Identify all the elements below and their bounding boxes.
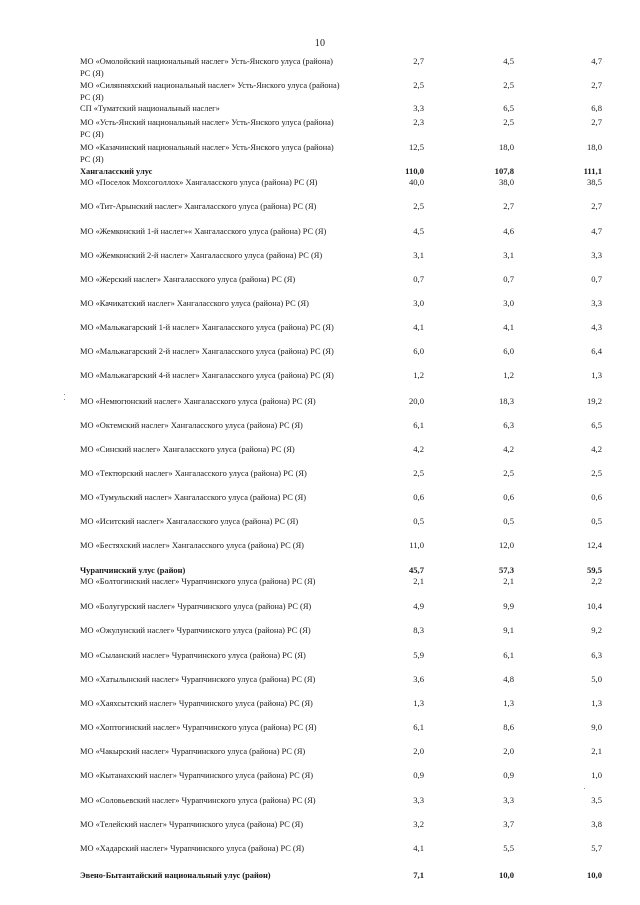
row-name: МО «Хоптогинский наслег» Чурапчинского улуса (района) РС (Я) — [80, 723, 317, 732]
table-row — [0, 674, 640, 698]
row-value-v3: 6,4 — [591, 346, 602, 356]
table-row — [0, 516, 640, 540]
row-name: МО «Тумульский наслег» Хангаласского улуса (района) РС (Я) — [80, 493, 307, 502]
row-value-v1: 4,1 — [413, 843, 424, 853]
scan-speck — [64, 394, 65, 395]
row-name: МО «Жемконский 1-й наслег»« Хангаласского улуса (района) РС (Я) — [80, 227, 327, 236]
row-value-v1: 4,1 — [413, 322, 424, 332]
row-value-v2: 3,7 — [503, 819, 514, 829]
row-name: МО «Казачинский национальный наслег» Усть-Янского улуса (района) РС (Я) — [80, 143, 334, 164]
row-value-v1: 2,0 — [413, 746, 424, 756]
row-value-v3: 0,5 — [591, 516, 602, 526]
row-name: МО «Синский наслег» Хангаласского улуса (района) РС (Я) — [80, 445, 295, 454]
table-row — [0, 625, 640, 649]
table-row — [0, 722, 640, 746]
table-row — [0, 298, 640, 322]
row-value-v3: 9,0 — [591, 722, 602, 732]
row-value-v3: 19,2 — [586, 396, 602, 406]
row-value-v2: 8,6 — [503, 722, 514, 732]
row-value-v1: 110,0 — [405, 166, 424, 176]
row-value-v1: 5,9 — [413, 650, 424, 660]
row-value-v2: 0,5 — [503, 516, 514, 526]
row-name: МО «Силянняхский национальный наслег» Усть-Янского улуса (района) РС (Я) — [80, 81, 340, 102]
row-value-v2: 10,0 — [498, 870, 514, 880]
row-value-v2: 6,5 — [503, 103, 514, 113]
row-value-v1: 4,2 — [413, 444, 424, 454]
table-row — [0, 576, 640, 600]
table-row — [0, 396, 640, 420]
row-value-v3: 2,7 — [591, 80, 602, 90]
table-row — [0, 444, 640, 468]
row-value-v2: 12,0 — [498, 540, 514, 550]
row-value-v1: 2,5 — [413, 201, 424, 211]
row-value-v2: 4,5 — [503, 56, 514, 66]
row-value-v1: 1,2 — [413, 370, 424, 380]
row-value-v2: 107,8 — [494, 166, 514, 176]
table-row — [0, 698, 640, 722]
row-value-v2: 4,6 — [503, 226, 514, 236]
row-value-v2: 1,3 — [503, 698, 514, 708]
table-row — [0, 177, 640, 201]
table-row — [0, 601, 640, 625]
row-name: МО «Болугурский наслег» Чурапчинского улуса (района) РС (Я) — [80, 602, 312, 611]
row-value-v2: 3,1 — [503, 250, 514, 260]
table-row — [0, 795, 640, 819]
row-value-v1: 7,1 — [413, 870, 424, 880]
row-name: МО «Чакырский наслег» Чурапчинского улуса (района) РС (Я) — [80, 747, 306, 756]
row-name: Эвено-Бытантайский национальный улус (район) — [80, 871, 271, 880]
table-row — [0, 80, 640, 104]
row-name: МО «Мальжагарский 4-й наслег» Хангаласского улуса (района) РС (Я) — [80, 371, 334, 380]
row-value-v1: 2,3 — [413, 117, 424, 127]
row-value-v2: 2,5 — [503, 468, 514, 478]
row-name: МО «Октемский наслег» Хангаласского улуса (района) РС (Я) — [80, 421, 303, 430]
row-value-v3: 18,0 — [586, 142, 602, 152]
table-row — [0, 226, 640, 250]
row-value-v1: 4,9 — [413, 601, 424, 611]
table-row — [0, 370, 640, 394]
row-value-v3: 10,4 — [586, 601, 602, 611]
table-row — [0, 322, 640, 346]
row-value-v2: 6,0 — [503, 346, 514, 356]
table-row — [0, 819, 640, 843]
row-value-v2: 2,1 — [503, 576, 514, 586]
row-value-v3: 5,7 — [591, 843, 602, 853]
row-name: МО «Телейский наслег» Чурапчинского улуса (района) РС (Я) — [80, 820, 304, 829]
table-row — [0, 201, 640, 225]
table-row — [0, 650, 640, 674]
table-row — [0, 56, 640, 80]
scan-speck — [64, 399, 65, 400]
row-name: МО «Болтогинский наслег» Чурапчинского улуса (района) РС (Я) — [80, 577, 316, 586]
row-value-v1: 11,0 — [409, 540, 424, 550]
row-value-v1: 12,5 — [408, 142, 424, 152]
row-value-v3: 38,5 — [586, 177, 602, 187]
row-value-v2: 2,0 — [503, 746, 514, 756]
table-row — [0, 468, 640, 492]
row-value-v3: 3,3 — [591, 250, 602, 260]
row-value-v1: 2,7 — [413, 56, 424, 66]
row-value-v1: 20,0 — [408, 396, 424, 406]
table-row — [0, 843, 640, 867]
row-value-v3: 9,2 — [591, 625, 602, 635]
row-value-v3: 4,7 — [591, 56, 602, 66]
row-value-v3: 6,5 — [591, 420, 602, 430]
page-number: 10 — [314, 38, 326, 49]
row-value-v2: 18,3 — [498, 396, 514, 406]
row-value-v2: 6,1 — [503, 650, 514, 660]
row-value-v1: 0,5 — [413, 516, 424, 526]
table-section-row — [0, 870, 640, 894]
row-value-v1: 1,3 — [413, 698, 424, 708]
row-name: СП «Туматский национальный наслег» — [80, 104, 220, 113]
row-value-v3: 0,7 — [591, 274, 602, 284]
row-value-v2: 9,1 — [503, 625, 514, 635]
row-value-v2: 2,7 — [503, 201, 514, 211]
table-row — [0, 770, 640, 794]
row-value-v2: 4,8 — [503, 674, 514, 684]
row-value-v3: 59,5 — [586, 565, 602, 575]
row-name: МО «Соловьевский наслег» Чурапчинского улуса (района) РС (Я) — [80, 796, 316, 805]
row-value-v2: 5,5 — [503, 843, 514, 853]
row-value-v2: 2,5 — [503, 80, 514, 90]
row-name: МО «Иситский наслег» Хангаласского улуса (района) РС (Я) — [80, 517, 299, 526]
row-value-v1: 0,9 — [413, 770, 424, 780]
row-name: Хангаласский улус — [80, 167, 153, 176]
row-value-v3: 4,3 — [591, 322, 602, 332]
row-value-v3: 1,3 — [591, 370, 602, 380]
row-name: МО «Хаяхсытский наслег» Чурапчинского улуса (района) РС (Я) — [80, 699, 313, 708]
row-value-v3: 5,0 — [591, 674, 602, 684]
row-value-v1: 6,1 — [413, 722, 424, 732]
row-value-v3: 6,8 — [591, 103, 602, 113]
row-value-v2: 18,0 — [498, 142, 514, 152]
row-value-v2: 3,0 — [503, 298, 514, 308]
row-value-v1: 3,6 — [413, 674, 424, 684]
row-name: МО «Жемконский 2-й наслег» Хангаласского улуса (района) РС (Я) — [80, 251, 323, 260]
table-row — [0, 274, 640, 298]
row-value-v3: 111,1 — [583, 166, 602, 176]
row-value-v2: 0,7 — [503, 274, 514, 284]
row-value-v3: 6,3 — [591, 650, 602, 660]
row-name: МО «Немюгюнский наслег» Хангаласского улуса (района) РС (Я) — [80, 397, 316, 406]
row-name: МО «Тит-Арынский наслег» Хангаласского улуса (района) РС (Я) — [80, 202, 317, 211]
row-value-v3: 2,1 — [591, 746, 602, 756]
row-value-v3: 12,4 — [586, 540, 602, 550]
row-value-v2: 4,1 — [503, 322, 514, 332]
row-name: МО «Качикатский наслег» Хангаласского улуса (района) РС (Я) — [80, 299, 309, 308]
row-value-v2: 9,9 — [503, 601, 514, 611]
table-row — [0, 346, 640, 370]
row-value-v1: 2,5 — [413, 80, 424, 90]
row-name: МО «Тектюрский наслег» Хангаласского улуса (района) РС (Я) — [80, 469, 307, 478]
row-value-v3: 10,0 — [586, 870, 602, 880]
row-value-v2: 38,0 — [498, 177, 514, 187]
row-value-v2: 6,3 — [503, 420, 514, 430]
row-name: МО «Кытанахский наслег» Чурапчинского улуса (района) РС (Я) — [80, 771, 313, 780]
row-value-v3: 2,2 — [591, 576, 602, 586]
row-value-v1: 0,6 — [413, 492, 424, 502]
table-row — [0, 250, 640, 274]
row-value-v1: 2,5 — [413, 468, 424, 478]
row-name: МО «Усть-Янский национальный наслег» Усть-Янского улуса (района) РС (Я) — [80, 118, 334, 139]
row-name: МО «Ожулунский наслег» Чурапчинского улуса (района) РС (Я) — [80, 626, 311, 635]
row-name: МО «Мальжагарский 2-й наслег» Хангаласского улуса (района) РС (Я) — [80, 347, 334, 356]
row-value-v2: 2,5 — [503, 117, 514, 127]
row-value-v3: 3,5 — [591, 795, 602, 805]
row-value-v1: 0,7 — [413, 274, 424, 284]
row-value-v3: 2,5 — [591, 468, 602, 478]
row-value-v3: 4,2 — [591, 444, 602, 454]
row-value-v3: 2,7 — [591, 201, 602, 211]
row-value-v3: 3,8 — [591, 819, 602, 829]
row-value-v3: 1,3 — [591, 698, 602, 708]
row-value-v1: 4,5 — [413, 226, 424, 236]
table-row — [0, 746, 640, 770]
row-name: Чурапчинский улус (район) — [80, 566, 186, 575]
table-row — [0, 540, 640, 564]
row-value-v1: 2,1 — [413, 576, 424, 586]
row-value-v1: 3,3 — [413, 103, 424, 113]
row-value-v1: 45,7 — [408, 565, 424, 575]
row-name: МО «Мальжагарский 1-й наслег» Хангаласского улуса (района) РС (Я) — [80, 323, 334, 332]
row-value-v3: 2,7 — [591, 117, 602, 127]
row-value-v2: 0,6 — [503, 492, 514, 502]
row-name: МО «Хадарский наслег» Чурапчинского улуса (района) РС (Я) — [80, 844, 305, 853]
row-value-v3: 3,3 — [591, 298, 602, 308]
row-value-v1: 3,0 — [413, 298, 424, 308]
row-value-v1: 40,0 — [408, 177, 424, 187]
row-name: МО «Бестяхский наслег» Хангаласского улуса (района) РС (Я) — [80, 541, 304, 550]
row-value-v3: 1,0 — [591, 770, 602, 780]
row-value-v2: 0,9 — [503, 770, 514, 780]
row-value-v1: 3,3 — [413, 795, 424, 805]
row-name: МО «Поселок Мохсоголлох» Хангаласского улуса (района) РС (Я) — [80, 178, 318, 187]
row-value-v2: 57,3 — [498, 565, 514, 575]
row-name: МО «Омолойский национальный наслег» Усть-Янского улуса (района) РС (Я) — [80, 57, 333, 78]
scan-speck — [584, 788, 585, 789]
row-value-v1: 3,2 — [413, 819, 424, 829]
row-value-v3: 0,6 — [591, 492, 602, 502]
row-name: МО «Хатылынский наслег» Чурапчинского улуса (района) РС (Я) — [80, 675, 316, 684]
row-value-v2: 4,2 — [503, 444, 514, 454]
table-row — [0, 492, 640, 516]
row-value-v3: 4,7 — [591, 226, 602, 236]
row-name: МО «Сыланский наслег» Чурапчинского улуса (района) РС (Я) — [80, 651, 306, 660]
table-row — [0, 117, 640, 141]
row-value-v2: 3,3 — [503, 795, 514, 805]
row-value-v2: 1,2 — [503, 370, 514, 380]
row-value-v1: 6,0 — [413, 346, 424, 356]
row-value-v1: 6,1 — [413, 420, 424, 430]
row-name: МО «Жерский наслег» Хангаласского улуса (района) РС (Я) — [80, 275, 296, 284]
row-value-v1: 3,1 — [413, 250, 424, 260]
row-value-v1: 8,3 — [413, 625, 424, 635]
table-row — [0, 420, 640, 444]
table-row — [0, 142, 640, 166]
